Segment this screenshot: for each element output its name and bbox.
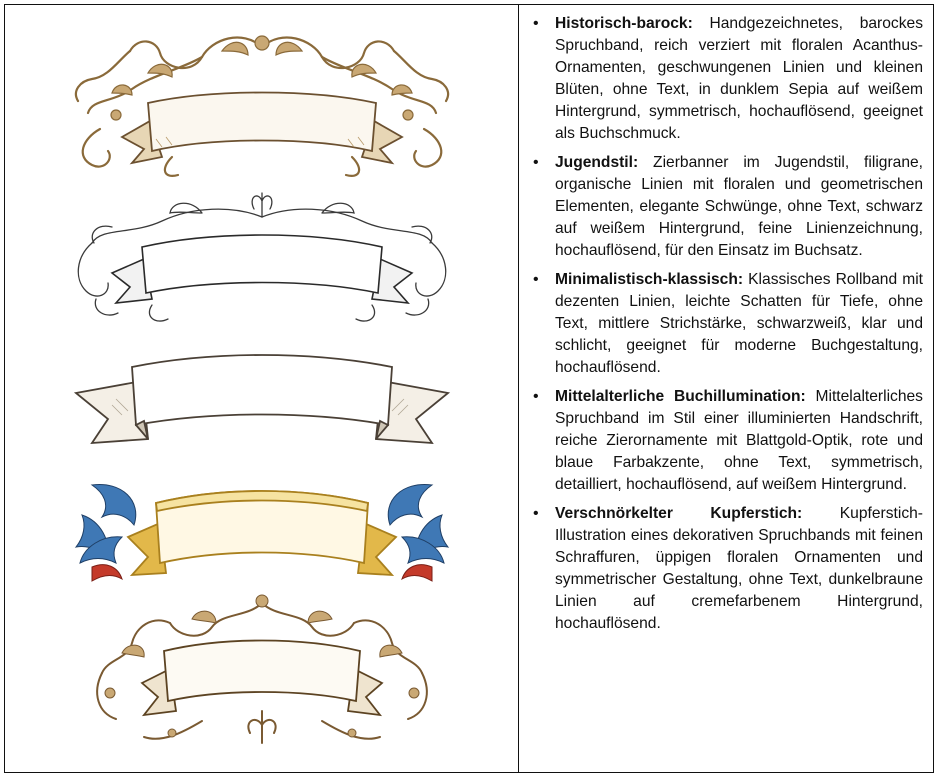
style-term: Mittelalterliche Buchillumination: <box>555 388 806 405</box>
style-term: Historisch-barock: <box>555 15 693 32</box>
style-description: Klassisches Rollband mit dezenten Linien, leichte Schatten für Tiefe, ohne Text, mittlere Strichstärke, schwarzweiß, klar und schlicht, geeignet für moderne Buchgestaltung, hochauflösend. <box>555 271 923 376</box>
list-item <box>555 13 923 145</box>
style-term: Verschnörkelter Kupferstich: <box>555 505 803 522</box>
list-item <box>555 152 923 262</box>
art-nouveau-banner-icon <box>52 187 472 327</box>
style-description: Handgezeichnetes, barockes Spruchband, reich verziert mit floralen Acanthus-Ornamenten, geschwungenen Linien und kleinen Blüten, ohne Text, in dunklem Sepia auf weißem Hintergrund, symmetrisch, hochauflösend, geeignet als Buchschmuck. <box>555 15 923 142</box>
style-description: Zierbanner im Jugendstil, filigrane, organische Linien mit floralen und geometrischen Elementen, elegante Schwünge, ohne Text, schwarz auf weißem Hintergrund, feine Linienzeichnung, hochauflösend, für den Einsatz im Buchsatz. <box>555 154 923 259</box>
list-item <box>555 503 923 635</box>
banner-illustrations-column <box>5 5 519 772</box>
list-item <box>555 386 923 496</box>
style-term: Minimalistisch-klassisch: <box>555 271 744 288</box>
description-column <box>519 5 933 772</box>
baroque-acanthus-banner-icon <box>52 29 472 179</box>
style-description: Kupferstich-Illustration eines dekorativen Spruchbands mit feinen Schraffuren, üppigen floralen Ornamenten und symmetrischer Gestaltung, ohne Text, dunkelbraune Linien auf cremefarbenem Hintergrund, hochauflösend. <box>555 505 923 632</box>
minimalist-ribbon-banner-icon <box>52 345 472 455</box>
list-item <box>555 269 923 379</box>
style-description: Mittelalterliches Spruchband im Stil einer illuminierten Handschrift, reiche Zierornamente mit Blattgold-Optik, rote und blaue Farbakzente, ohne Text, symmetrisch, detailliert, hochauflösend, auf weißem Hintergrund. <box>555 388 923 493</box>
copperplate-ornate-banner-icon <box>52 593 472 753</box>
style-description-list <box>529 13 923 635</box>
content-table <box>4 4 934 773</box>
style-term: Jugendstil: <box>555 154 639 171</box>
medieval-illuminated-banner-icon <box>52 475 472 590</box>
